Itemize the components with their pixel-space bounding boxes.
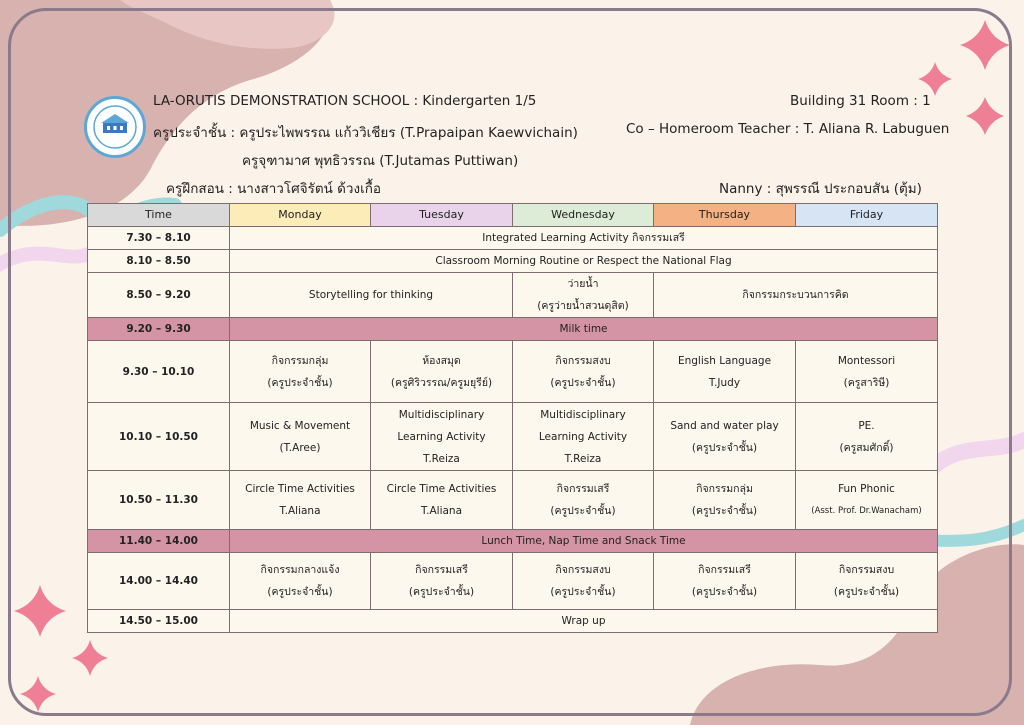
activity-teacher: (ครูสาริษี) bbox=[843, 376, 890, 389]
activity-teacher: T.Aliana bbox=[279, 505, 321, 517]
time-cell: 7.30 – 8.10 bbox=[88, 227, 230, 250]
col-header-tuesday: Tuesday bbox=[371, 204, 513, 227]
activity-name: กิจกรรมเสรี bbox=[698, 564, 751, 576]
activity-cell: Lunch Time, Nap Time and Snack Time bbox=[230, 530, 938, 553]
activity-name: กิจกรรมกลางแจ้ง bbox=[260, 564, 340, 576]
activity-teacher: T.Reiza bbox=[564, 452, 602, 465]
activity-name: Sand and water play bbox=[670, 419, 779, 432]
activity-cell: Integrated Learning Activity กิจกรรมเสรี bbox=[230, 227, 938, 250]
activity-cell bbox=[796, 553, 938, 610]
activity-cell bbox=[796, 341, 938, 403]
activity-name: ห้องสมุด bbox=[422, 354, 461, 367]
table-row bbox=[88, 403, 938, 471]
table-row bbox=[88, 318, 938, 341]
co-homeroom-teacher: Co – Homeroom Teacher : T. Aliana R. Labuguen bbox=[626, 121, 950, 137]
activity-teacher: (ครูศิริวรรณ/ครูมยุรีย์) bbox=[390, 376, 493, 389]
school-title: LA-ORUTIS DEMONSTRATION SCHOOL : Kindergarten 1/5 bbox=[153, 93, 537, 109]
homeroom-teacher: ครูประจำชั้น : ครูประไพพรรณ แก้ววิเชียร (T.Prapaipan Kaewvichain) bbox=[153, 125, 578, 141]
activity-name: Multidisciplinary bbox=[398, 408, 485, 421]
activity-cell bbox=[230, 471, 371, 530]
activity-cell bbox=[513, 273, 654, 318]
activity-cell: Milk time bbox=[230, 318, 938, 341]
activity-cell bbox=[371, 471, 513, 530]
table-row bbox=[88, 273, 938, 318]
time-cell: 11.40 – 14.00 bbox=[88, 530, 230, 553]
building-room: Building 31 Room : 1 bbox=[790, 93, 931, 109]
activity-teacher: T.Reiza bbox=[423, 452, 460, 465]
activity-teacher: (ครูประจำชั้น) bbox=[550, 505, 616, 517]
table-row bbox=[88, 341, 938, 403]
table-row bbox=[88, 227, 938, 250]
table-row bbox=[88, 471, 938, 530]
activity-teacher: T.Aliana bbox=[420, 505, 463, 517]
activity-teacher: (ครูประจำชั้น) bbox=[408, 586, 475, 598]
activity-cell bbox=[654, 341, 796, 403]
activity-teacher: T.Judy bbox=[708, 376, 741, 389]
activity-cell bbox=[513, 403, 654, 471]
activity-name: Music & Movement bbox=[249, 419, 351, 432]
activity-cell bbox=[371, 553, 513, 610]
activity-name: กิจกรรมเสรี bbox=[556, 483, 610, 495]
activity-name: Montessori bbox=[837, 354, 896, 367]
activity-name: PE. bbox=[858, 419, 875, 432]
nanny: Nanny : สุพรรณี ประกอบสัน (ตุ้ม) bbox=[719, 181, 922, 197]
second-teacher: ครูจุฑามาศ พุทธิวรรณ (T.Jutamas Puttiwan) bbox=[242, 153, 519, 169]
activity-cell bbox=[230, 553, 371, 610]
schedule-table bbox=[87, 203, 938, 633]
activity-teacher: (ครูประจำชั้น) bbox=[691, 586, 758, 598]
activity-cell bbox=[654, 403, 796, 471]
activity-name: Multidisciplinary bbox=[540, 408, 626, 421]
activity-name: English Language bbox=[677, 354, 772, 367]
activity-teacher: (Asst. Prof. Dr.Wanacham) bbox=[811, 506, 922, 516]
activity-cell bbox=[513, 471, 654, 530]
time-cell: 10.10 – 10.50 bbox=[88, 403, 230, 471]
time-cell: 9.30 – 10.10 bbox=[88, 341, 230, 403]
col-header-thursday: Thursday bbox=[654, 204, 796, 227]
activity-cell: กิจกรรมกระบวนการคิด bbox=[654, 273, 938, 318]
time-cell: 9.20 – 9.30 bbox=[88, 318, 230, 341]
activity-teacher: (ครูประจำชั้น) bbox=[267, 586, 333, 598]
activity-cell bbox=[371, 403, 513, 471]
trainee-teacher: ครูฝึกสอน : นางสาวโศจิรัตน์ ด้วงเกื้อ bbox=[166, 181, 381, 197]
table-row bbox=[88, 530, 938, 553]
activity-teacher: (ครูประจำชั้น) bbox=[550, 376, 616, 389]
time-cell: 8.10 – 8.50 bbox=[88, 250, 230, 273]
activity-name: กิจกรรมกลุ่ม bbox=[696, 483, 753, 495]
activity-cell bbox=[654, 471, 796, 530]
table-row bbox=[88, 553, 938, 610]
time-cell: 10.50 – 11.30 bbox=[88, 471, 230, 530]
activity-cell bbox=[230, 341, 371, 403]
activity-name: กิจกรรมสงบ bbox=[555, 564, 611, 576]
activity-name: Circle Time Activities bbox=[386, 483, 497, 495]
activity-name: Fun Phonic bbox=[838, 483, 895, 495]
table-row bbox=[88, 250, 938, 273]
activity-name: Circle Time Activities bbox=[245, 483, 355, 495]
activity-cell bbox=[513, 341, 654, 403]
time-cell: 14.00 – 14.40 bbox=[88, 553, 230, 610]
activity-name: กิจกรรมเสรี bbox=[415, 564, 468, 576]
activity-name: กิจกรรมกลุ่ม bbox=[271, 354, 329, 367]
activity-cell bbox=[654, 553, 796, 610]
time-cell: 14.50 – 15.00 bbox=[88, 610, 230, 633]
activity-name: Learning Activity bbox=[538, 430, 628, 443]
activity-cell: Storytelling for thinking bbox=[230, 273, 513, 318]
table-row bbox=[88, 610, 938, 633]
activity-name: ว่ายน้ำ bbox=[567, 278, 599, 290]
activity-teacher: (ครูประจำชั้น) bbox=[691, 505, 758, 517]
time-cell: 8.50 – 9.20 bbox=[88, 273, 230, 318]
col-header-time: Time bbox=[88, 204, 230, 227]
school-logo bbox=[84, 96, 146, 158]
col-header-monday: Monday bbox=[230, 204, 371, 227]
activity-cell bbox=[371, 341, 513, 403]
activity-teacher: (ครูว่ายน้ำสวนดุสิต) bbox=[537, 300, 629, 312]
activity-teacher: (ครูประจำชั้น) bbox=[267, 376, 333, 389]
activity-cell bbox=[230, 403, 371, 471]
activity-name: กิจกรรมสงบ bbox=[555, 354, 611, 367]
activity-teacher: (ครูสมศักดิ์) bbox=[839, 441, 894, 454]
activity-cell bbox=[796, 471, 938, 530]
activity-cell: Classroom Morning Routine or Respect the National Flag bbox=[230, 250, 938, 273]
col-header-friday: Friday bbox=[796, 204, 938, 227]
header-row bbox=[88, 204, 938, 227]
col-header-wednesday: Wednesday bbox=[513, 204, 654, 227]
activity-cell bbox=[796, 403, 938, 471]
activity-cell bbox=[513, 553, 654, 610]
activity-name: กิจกรรมสงบ bbox=[838, 564, 895, 576]
activity-teacher: (T.Aree) bbox=[279, 441, 321, 454]
activity-cell: Wrap up bbox=[230, 610, 938, 633]
activity-teacher: (ครูประจำชั้น) bbox=[833, 586, 900, 598]
activity-teacher: (ครูประจำชั้น) bbox=[550, 586, 616, 598]
activity-teacher: (ครูประจำชั้น) bbox=[691, 441, 758, 454]
activity-name: Learning Activity bbox=[397, 430, 486, 443]
